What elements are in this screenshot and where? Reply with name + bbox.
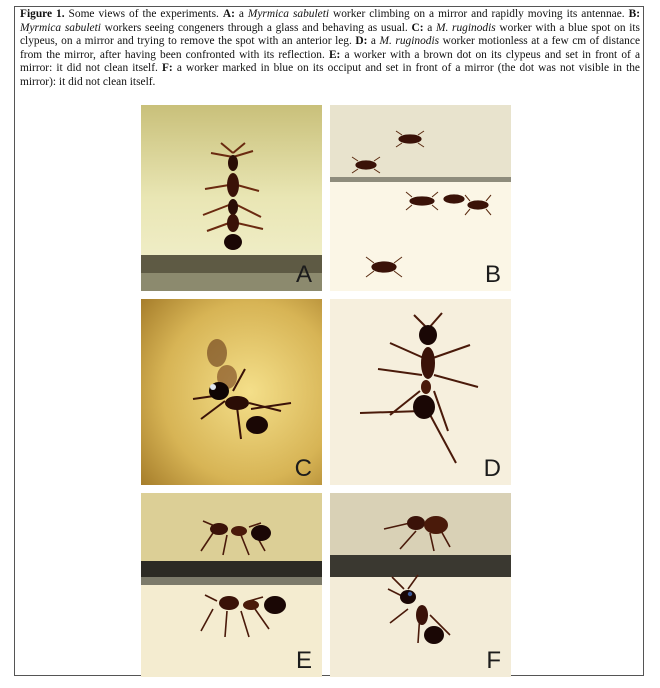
panel-b-label: B: [484, 261, 501, 288]
panel-e-photo: [141, 493, 322, 677]
panel-f-label: F: [486, 647, 501, 674]
panel-a: [141, 105, 322, 291]
panel-e-label: E: [295, 647, 312, 674]
panel-b: [330, 105, 511, 291]
panel-a-photo: [141, 105, 322, 291]
panel-b-photo: [330, 105, 511, 291]
panel-a-label: A: [295, 261, 312, 288]
figure-label: Figure 1.: [20, 8, 65, 20]
figure-caption: Figure 1. Some views of the experiments. A: a Myrmica sabuleti worker climbing on a mirror and rapidly moving its antennae. B: Myrmica sabuleti workers seeing congeners through a glass and behaving as usual. C: a M. ruginodis worker with a blue spot on its clypeus, on a mirror and trying to remove the spot with an anterior leg. D: a M. ruginodis worker motionless at a few cm of distance from the mirror, after having been confronted with its reflection. E: a worker with a brown dot on its clypeus and set in front of a mirror: it did not clean itself. F: a worker marked in blue on its occiput and set in front of a mirror (the dot was not visible in the mirror): it did not clean itself.: [20, 8, 641, 88]
panel-f: [330, 493, 511, 677]
panel-c-label: C: [294, 455, 312, 482]
panel-f-photo: [330, 493, 511, 677]
panel-c: [141, 299, 322, 485]
panel-d-label: D: [483, 455, 501, 482]
panel-e: [141, 493, 322, 677]
figure-frame: [14, 6, 644, 676]
panel-d: [330, 299, 511, 485]
